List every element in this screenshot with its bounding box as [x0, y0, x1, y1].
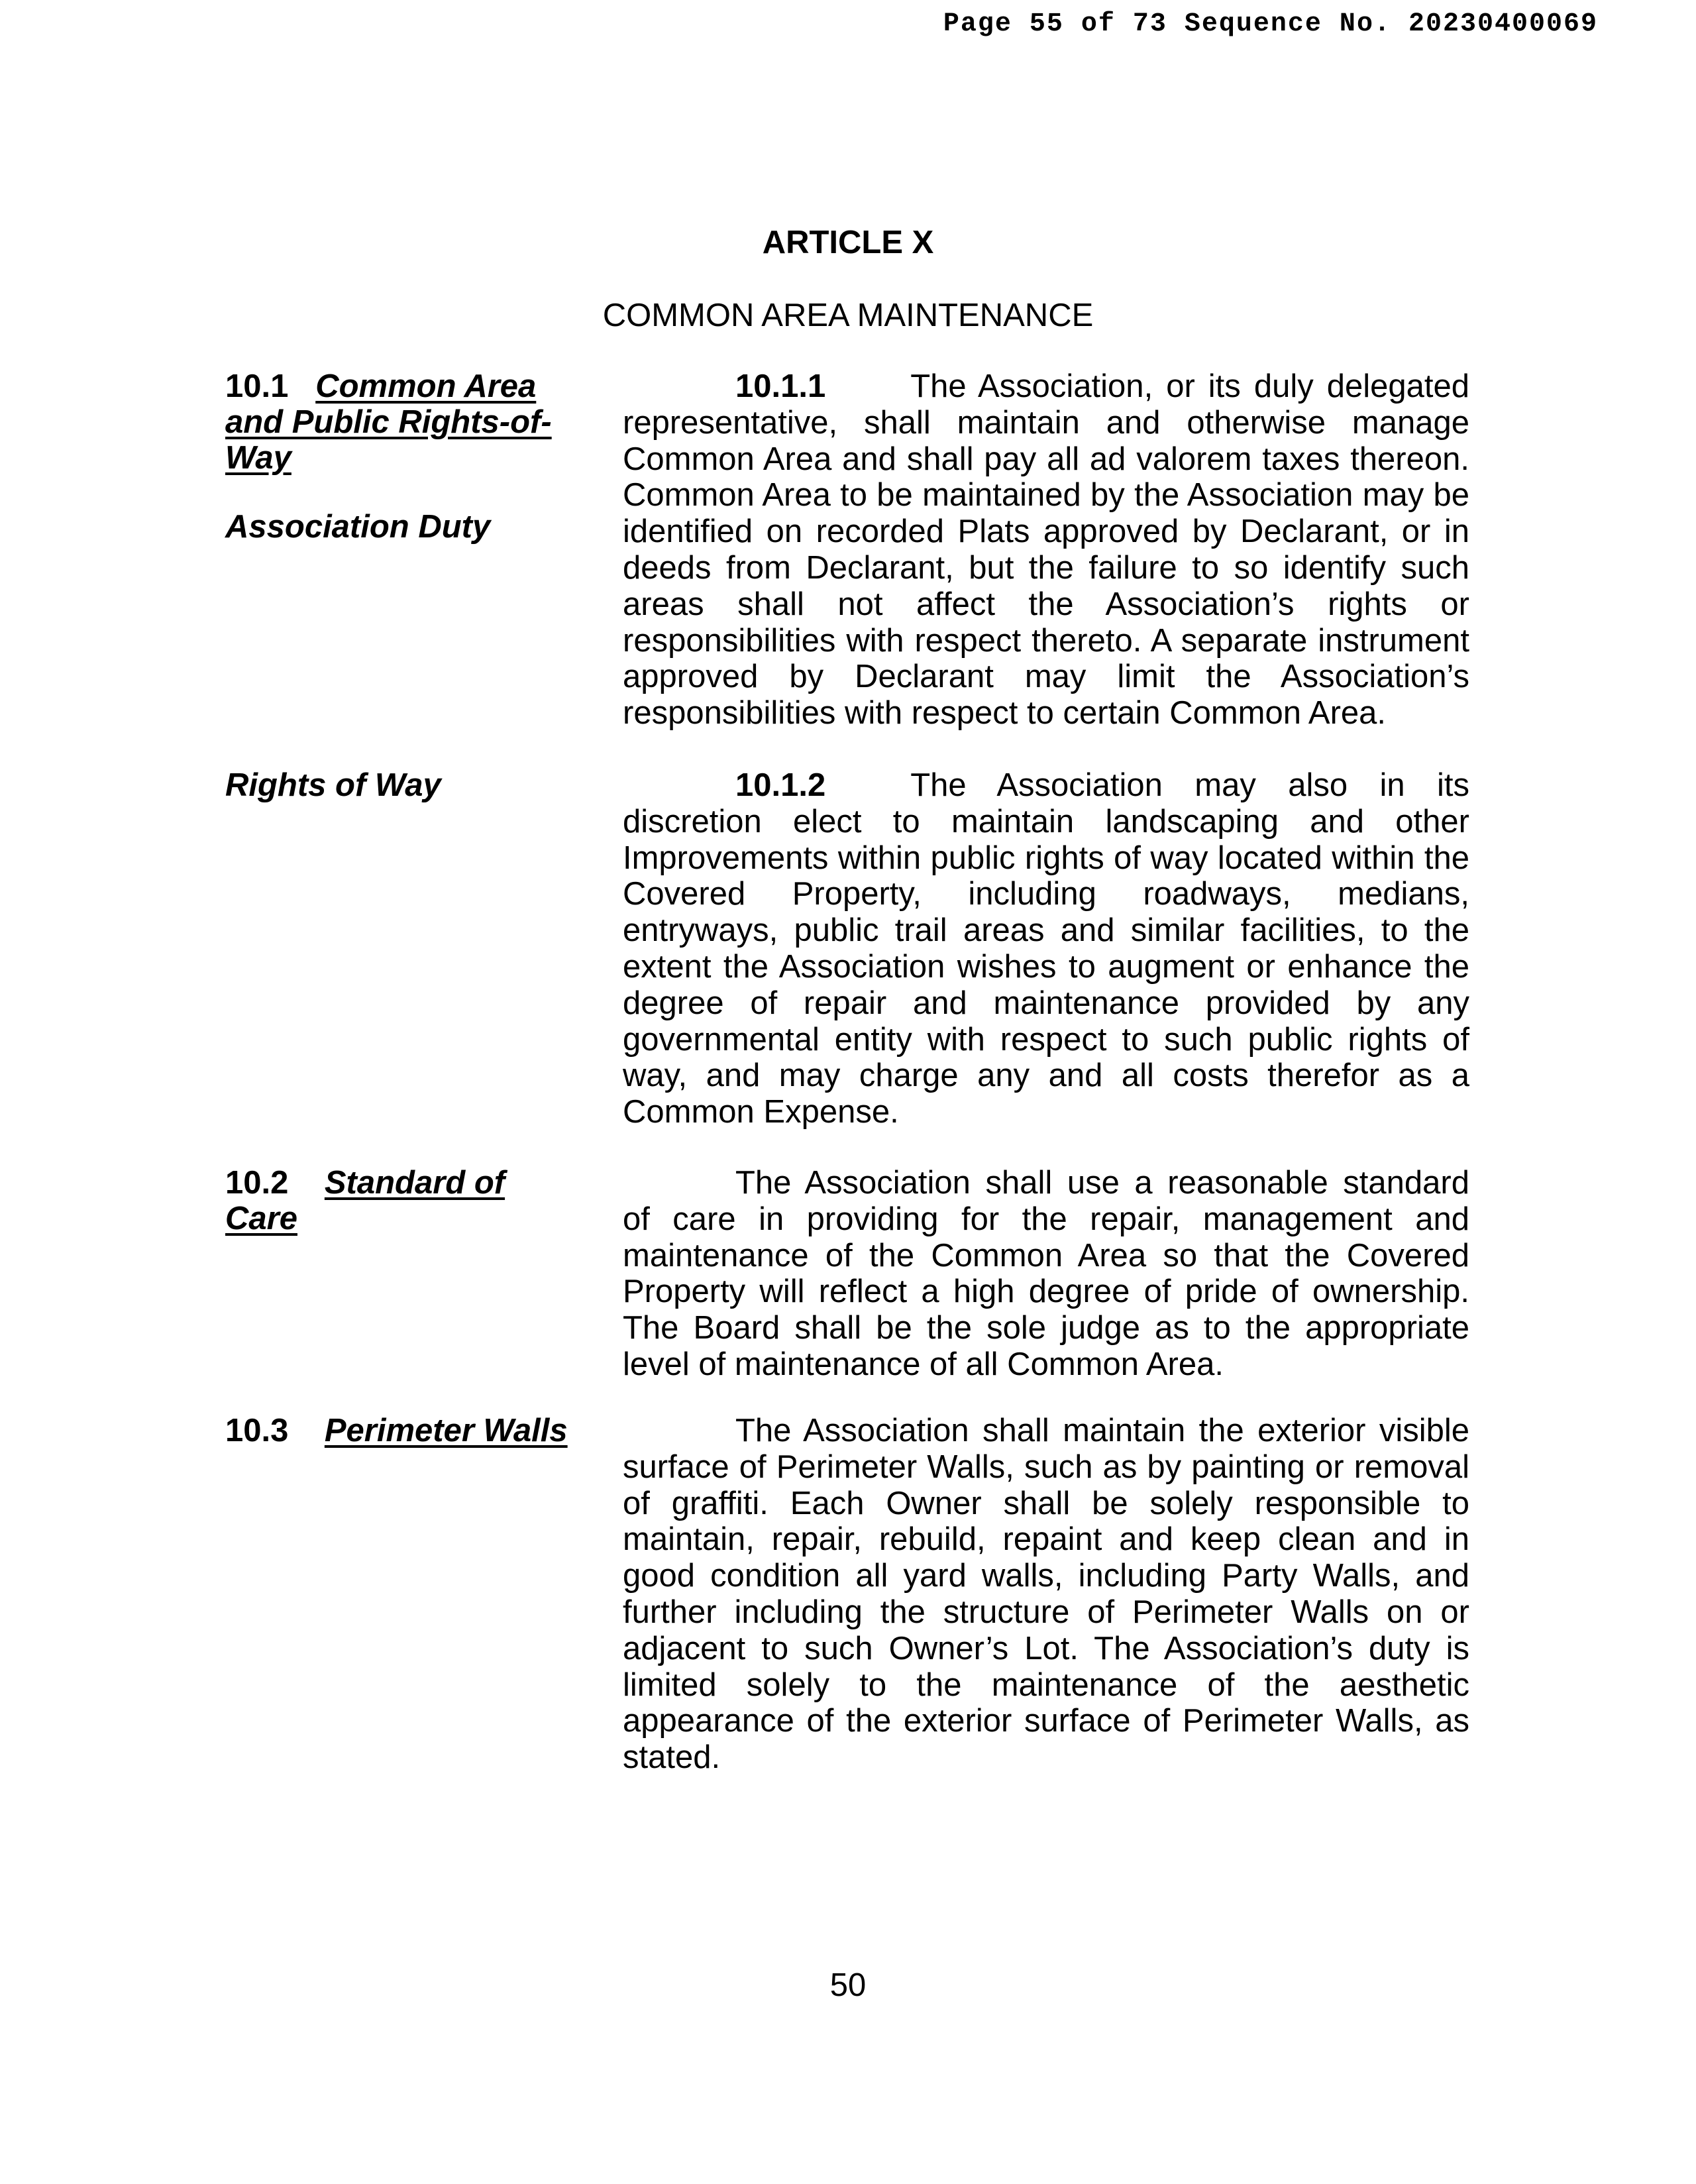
paragraph-10-2 [623, 1165, 1469, 1383]
paragraph-number: 10.1.1 [735, 368, 826, 404]
sublabel-text: Rights of Way [225, 767, 441, 803]
page-number: 50 [829, 1967, 867, 2003]
section-10-1-heading [225, 368, 570, 476]
section-title: Perimeter Walls [324, 1413, 568, 1448]
section-number: 10.3 [225, 1413, 289, 1448]
section-number: 10.1 [225, 368, 289, 404]
section-title: Standard of Care [225, 1165, 505, 1236]
paragraph-10-1-1 [623, 368, 1469, 732]
sublabel-text: Association Duty [225, 509, 491, 545]
paragraph-text: The Association may also in its discretion elect to maintain landscaping and other Improvements within public rights of way located within the Covered Property, including roadways, medians, entryways, public trail areas and similar facilities, to the extent the Association wishes to augment or enhance the degree of repair and maintenance provided by any governmental entity with respect to such public rights of way, and may charge any and all costs therefor as a Common Expense. [623, 767, 1469, 1130]
paragraph-number: 10.1.2 [735, 767, 826, 803]
recording-stamp: Page 55 of 73 Sequence No. 20230400069 [943, 9, 1598, 39]
paragraph-10-3 [623, 1413, 1469, 1776]
paragraph-text: The Association shall use a reasonable standard of care in providing for the repair, management and maintenance of the Common Area so that the Covered Property will reflect a high degree of pride of ownership. The Board shall be the sole judge as to the appropriate level of maintenance of all Common Area. [623, 1165, 1469, 1382]
section-10-3-heading [225, 1413, 570, 1448]
paragraph-10-1-2 [623, 767, 1469, 1130]
section-title-line2: and Public Rights-of- [225, 404, 552, 440]
section-title-line1: Common Area [315, 368, 537, 404]
paragraph-text: The Association, or its duly delegated representative, shall maintain and otherwise manage Common Area and shall pay all ad valorem taxes thereon. Common Area to be maintained by the Association may be identified on recorded Plats approved by Declarant, or in deeds from Declarant, but the failure to so identify such areas shall not affect the Association’s rights or responsibilities with respect thereto. A separate instrument approved by Declarant may limit the Association’s responsibilities with respect to certain Common Area. [623, 368, 1469, 732]
paragraph-text: The Association shall maintain the exterior visible surface of Perimeter Walls, such as by painting or removal of graffiti. Each Owner shall be solely responsible to maintain, repair, rebuild, repaint and keep clean and in good condition all yard walls, including Party Walls, and further including the structure of Perimeter Walls on or adjacent to such Owner’s Lot. The Association’s duty is limited solely to the maintenance of the aesthetic appearance of the exterior surface of Perimeter Walls, as stated. [623, 1413, 1469, 1776]
section-number: 10.2 [225, 1165, 289, 1201]
section-title-line3: Way [225, 440, 292, 476]
section-10-1-sublabel [225, 509, 570, 545]
section-10-2-heading [225, 1165, 570, 1236]
article-title: ARTICLE X [762, 225, 934, 260]
section-10-1-2-label [225, 767, 570, 803]
article-subtitle: COMMON AREA MAINTENANCE [602, 298, 1094, 333]
